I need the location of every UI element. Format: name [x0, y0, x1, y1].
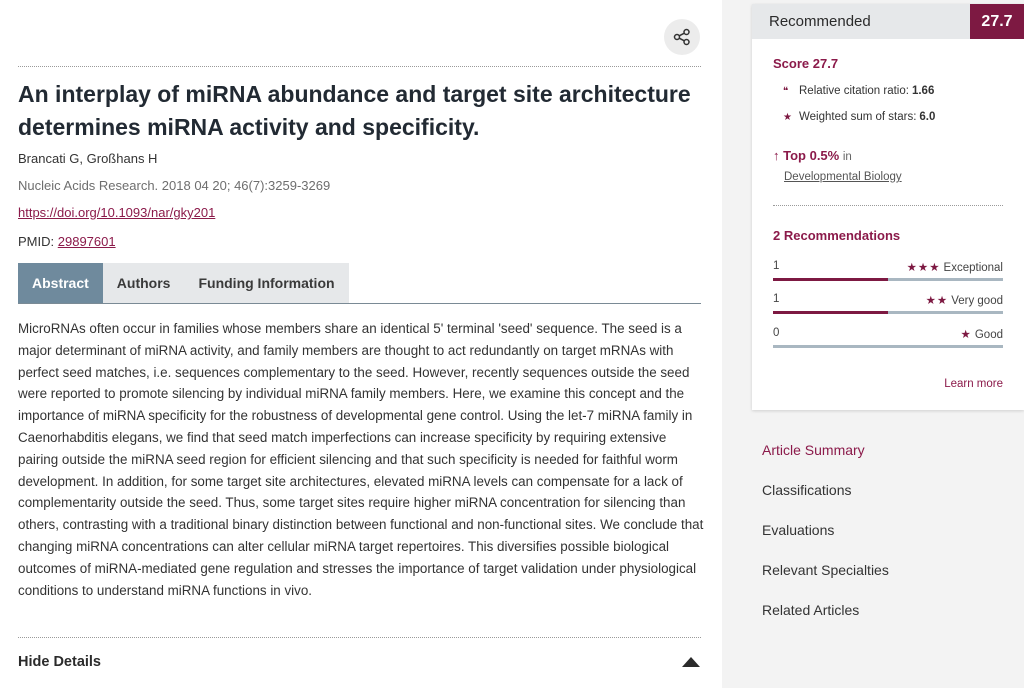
stars-row: [783, 111, 935, 123]
divider: [18, 66, 701, 67]
rating-label: Exceptional: [943, 262, 1003, 274]
tab-authors[interactable]: Authors: [103, 263, 185, 303]
rating-exceptional: [773, 260, 1003, 280]
share-icon: [673, 28, 691, 46]
nav-article-summary[interactable]: Article Summary: [762, 442, 865, 458]
hide-details-button[interactable]: Hide Details: [18, 654, 101, 670]
recommended-header: [752, 4, 1024, 39]
pmid-label: PMID:: [18, 234, 55, 249]
top-in: in: [842, 151, 852, 163]
pmid-link[interactable]: 29897601: [57, 234, 116, 249]
rating-bar: [773, 311, 1003, 314]
rating-count: 0: [773, 327, 780, 339]
rating-count: 1: [773, 293, 780, 305]
recommended-title: Recommended: [769, 13, 871, 30]
article-journal: Nucleic Acids Research. 2018 04 20; 46(7):3259-3269: [18, 178, 331, 193]
rating-bar-fill: [773, 278, 888, 281]
article-title: An interplay of miRNA abundance and target site architecture determines miRNA activity and specificity.: [18, 81, 691, 140]
tab-funding-information[interactable]: Funding Information: [184, 263, 348, 303]
rating-bar-fill: [773, 311, 888, 314]
learn-more-link[interactable]: Learn more: [944, 378, 1003, 390]
tabs-divider: [18, 303, 701, 304]
nav-relevant-specialties[interactable]: Relevant Specialties: [762, 562, 889, 578]
star-icon: ★: [783, 111, 792, 123]
stars-value: 6.0: [919, 111, 936, 123]
tab-abstract[interactable]: Abstract: [18, 263, 103, 303]
star-icon: ★★★: [906, 262, 941, 274]
caret-up-icon[interactable]: [682, 657, 700, 667]
rating-good: [773, 327, 1003, 347]
rcr-label: Relative citation ratio:: [799, 85, 909, 97]
rating-count: 1: [773, 260, 780, 272]
rating-bar: [773, 345, 1003, 348]
rating-label: Good: [974, 329, 1003, 341]
pmid: [18, 234, 116, 249]
rating-bar: [773, 278, 1003, 281]
share-button[interactable]: [664, 19, 700, 55]
article-authors: Brancati G, Großhans H: [18, 151, 158, 166]
score-text: Score 27.7: [773, 56, 839, 71]
rating-label: Very good: [951, 295, 1003, 307]
specialty-link[interactable]: Developmental Biology: [784, 171, 902, 183]
recommended-card: [752, 4, 1024, 410]
tab-bar: [18, 263, 349, 303]
rcr-row: [783, 85, 934, 97]
star-icon: ★: [960, 329, 972, 341]
stars-label: Weighted sum of stars:: [799, 111, 917, 123]
star-icon: ★★: [925, 295, 949, 307]
divider: [18, 637, 701, 638]
divider: [773, 205, 1003, 206]
abstract-text: MicroRNAs often occur in families whose members share an identical 5' terminal 'seed' sequence. The seed is a major determinant of miRNA activity, and family members are thought to act redundantly on target mRNAs with perfect seed matches, i.e. sequences complementary to the seed. However, recently sequences outside the seed were reported to promote silencing by individual miRNA family members. Here, we examine this concept and the importance of miRNA specificity for the robustness of developmental gene control. Using the let-7 miRNA family in Caenorhabditis elegans, we find that seed match imperfections can increase specificity by requiring extensive pairing outside the miRNA seed region for efficient silencing and that such specificity is needed for faithful worm development. In addition, for some target site architectures, elevated miRNA levels can compensate for a lack of complementarity outside the seed. Thus, some target sites require higher miRNA concentration for silencing than others, contrasting with a traditional binary distinction between functional and non-functional sites. We conclude that changing miRNA concentrations can alter cellular miRNA target repertoires. This diversifies possible biological outcomes of miRNA-mediated gene regulation and stresses the importance of target validation under physiological conditions to understand miRNA functions in vivo.: [18, 321, 704, 598]
rating-very-good: [773, 293, 1003, 313]
nav-classifications[interactable]: Classifications: [762, 482, 852, 498]
recommendations-count: 2 Recommendations: [773, 228, 901, 243]
score-badge: 27.7: [970, 4, 1024, 39]
nav-evaluations[interactable]: Evaluations: [762, 522, 835, 538]
rcr-value: 1.66: [911, 85, 935, 97]
nav-related-articles[interactable]: Related Articles: [762, 602, 860, 618]
top-percent: Top 0.5%: [783, 148, 840, 163]
top-percentile: [773, 148, 852, 163]
doi-link[interactable]: https://doi.org/10.1093/nar/gky201: [18, 205, 216, 220]
quote-icon: ❝: [783, 85, 789, 97]
arrow-up-icon: ↑: [773, 148, 780, 163]
